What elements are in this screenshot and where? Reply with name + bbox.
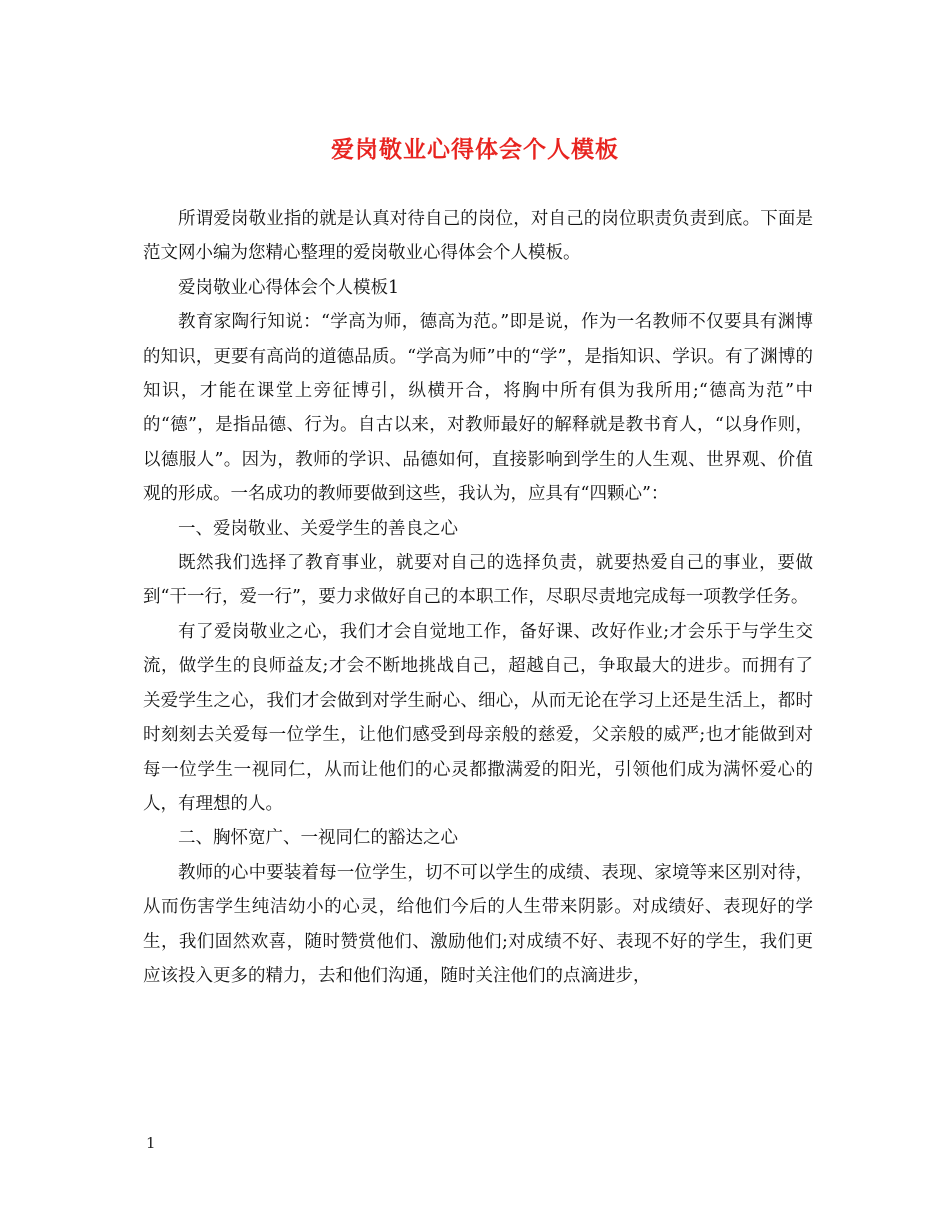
body-paragraph: 教育家陶行知说：“学高为师，德高为范。”即是说，作为一名教师不仅要具有渊博的知识，更要有高尚的道德品质。“学高为师”中的“学”，是指知识、学识。有了渊博的知识，才能在课堂上旁征博引，纵横开合，将胸中所有俱为我所用;“德高为范”中的“德”，是指品德、行为。自古以来，对教师最好的解释就是教书育人，“以身作则，以德服人”。因为，教师的学识、品德如何，直接影响到学生的人生观、世界观、价值观的形成。一名成功的教师要做到这些，我认为，应具有“四颗心”： bbox=[143, 312, 813, 505]
template-heading: 爱岗敬业心得体会个人模板1 bbox=[178, 277, 400, 298]
body-paragraph: 既然我们选择了教育事业，就要对自己的选择负责，就要热爱自己的事业，要做到“干一行，爱一行”，要力求做好自己的本职工作，尽职尽责地完成每一项教学任务。 bbox=[143, 553, 813, 608]
page-number: 1 bbox=[146, 1134, 156, 1152]
intro-paragraph: 所谓爱岗敬业指的就是认真对待自己的岗位，对自己的岗位职责负责到底。下面是范文网小编为您精心整理的爱岗敬业心得体会个人模板。 bbox=[143, 209, 813, 264]
document-title: 爱岗敬业心得体会个人模板 bbox=[331, 136, 619, 163]
document-body bbox=[143, 202, 813, 993]
section-heading-1: 一、爱岗敬业、关爱学生的善良之心 bbox=[178, 518, 458, 539]
body-paragraph: 教师的心中要装着每一位学生，切不可以学生的成绩、表现、家境等来区别对待，从而伤害学生纯洁幼小的心灵，给他们今后的人生带来阴影。对成绩好、表现好的学生，我们固然欢喜，随时赞赏他们、激励他们;对成绩不好、表现不好的学生，我们更应该投入更多的精力，去和他们沟通，随时关注他们的点滴进步， bbox=[143, 862, 813, 986]
body-paragraph: 有了爱岗敬业之心，我们才会自觉地工作，备好课、改好作业;才会乐于与学生交流，做学生的良师益友;才会不断地挑战自己，超越自己，争取最大的进步。而拥有了关爱学生之心，我们才会做到对学生耐心、细心，从而无论在学习上还是生活上，都时时刻刻去关爱每一位学生，让他们感受到母亲般的慈爱，父亲般的威严;也才能做到对每一位学生一视同仁，从而让他们的心灵都撒满爱的阳光，引领他们成为满怀爱心的人，有理想的人。 bbox=[143, 621, 813, 814]
section-heading-2: 二、胸怀宽广、一视同仁的豁达之心 bbox=[178, 828, 458, 849]
